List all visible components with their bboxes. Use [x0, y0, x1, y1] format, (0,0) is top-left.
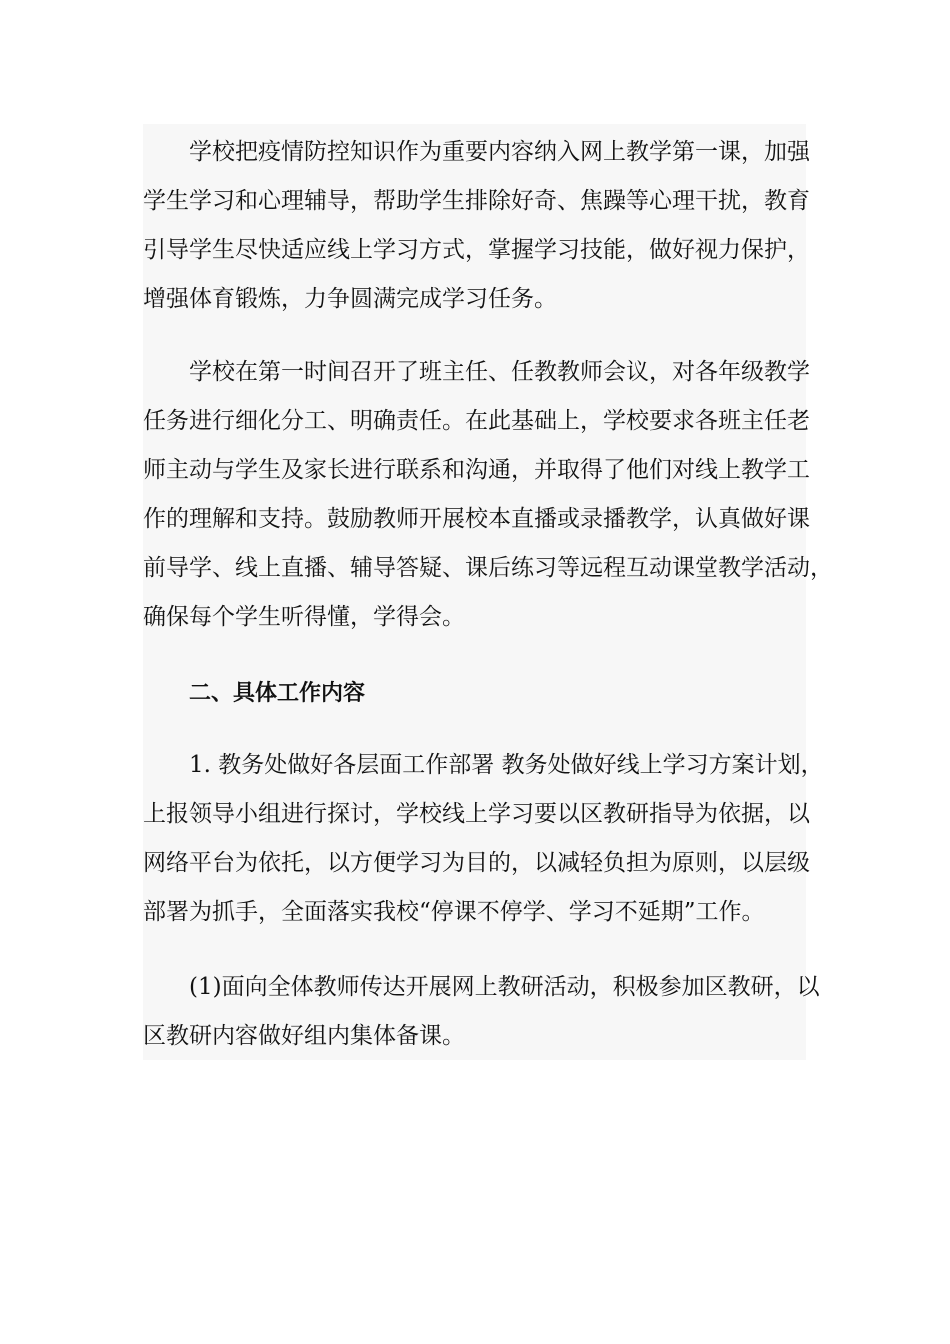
paragraph-line: 学生学习和心理辅导，帮助学生排除好奇、焦躁等心理干扰，教育 — [143, 188, 810, 214]
paragraph-line: 网络平台为依托，以方便学习为目的，以减轻负担为原则，以层级 — [143, 850, 810, 876]
paragraph-epidemic-lesson — [143, 128, 818, 324]
paragraph-line: 师主动与学生及家长进行联系和沟通，并取得了他们对线上教学工 — [143, 457, 810, 483]
paragraph-line: 上报领导小组进行探讨，学校线上学习要以区教研指导为依据，以 — [143, 801, 810, 827]
paragraph-line: 前导学、线上直播、辅导答疑、课后练习等远程互动课堂教学活动， — [143, 555, 833, 581]
paragraph-online-research — [143, 963, 818, 1061]
paragraph-line: 1. 教务处做好各层面工作部署 教务处做好线上学习方案计划， — [189, 752, 824, 778]
section-heading — [143, 669, 818, 718]
paragraph-line: 学校把疫情防控知识作为重要内容纳入网上教学第一课，加强 — [189, 139, 810, 165]
paragraph-line: 区教研内容做好组内集体备课。 — [143, 1023, 465, 1049]
paragraph-teacher-meeting — [143, 348, 833, 642]
paragraph-line: 学校在第一时间召开了班主任、任教教师会议，对各年级教学 — [189, 359, 810, 385]
paragraph-line: 引导学生尽快适应线上学习方式，掌握学习技能，做好视力保护， — [143, 237, 810, 263]
paragraph-academic-affairs — [143, 741, 824, 937]
paragraph-line: (1)面向全体教师传达开展网上教研活动，积极参加区教研，以 — [189, 974, 820, 1000]
paragraph-line: 作的理解和支持。鼓励教师开展校本直播或录播教学，认真做好课 — [143, 506, 810, 532]
paragraph-line: 确保每个学生听得懂，学得会。 — [143, 604, 465, 630]
paragraph-line: 部署为抓手，全面落实我校“停课不停学、学习不延期”工作。 — [143, 899, 765, 925]
paragraph-line: 任务进行细化分工、明确责任。在此基础上，学校要求各班主任老 — [143, 408, 810, 434]
section-heading-text: 二、具体工作内容 — [189, 681, 366, 706]
paragraph-line: 增强体育锻炼，力争圆满完成学习任务。 — [143, 286, 557, 312]
